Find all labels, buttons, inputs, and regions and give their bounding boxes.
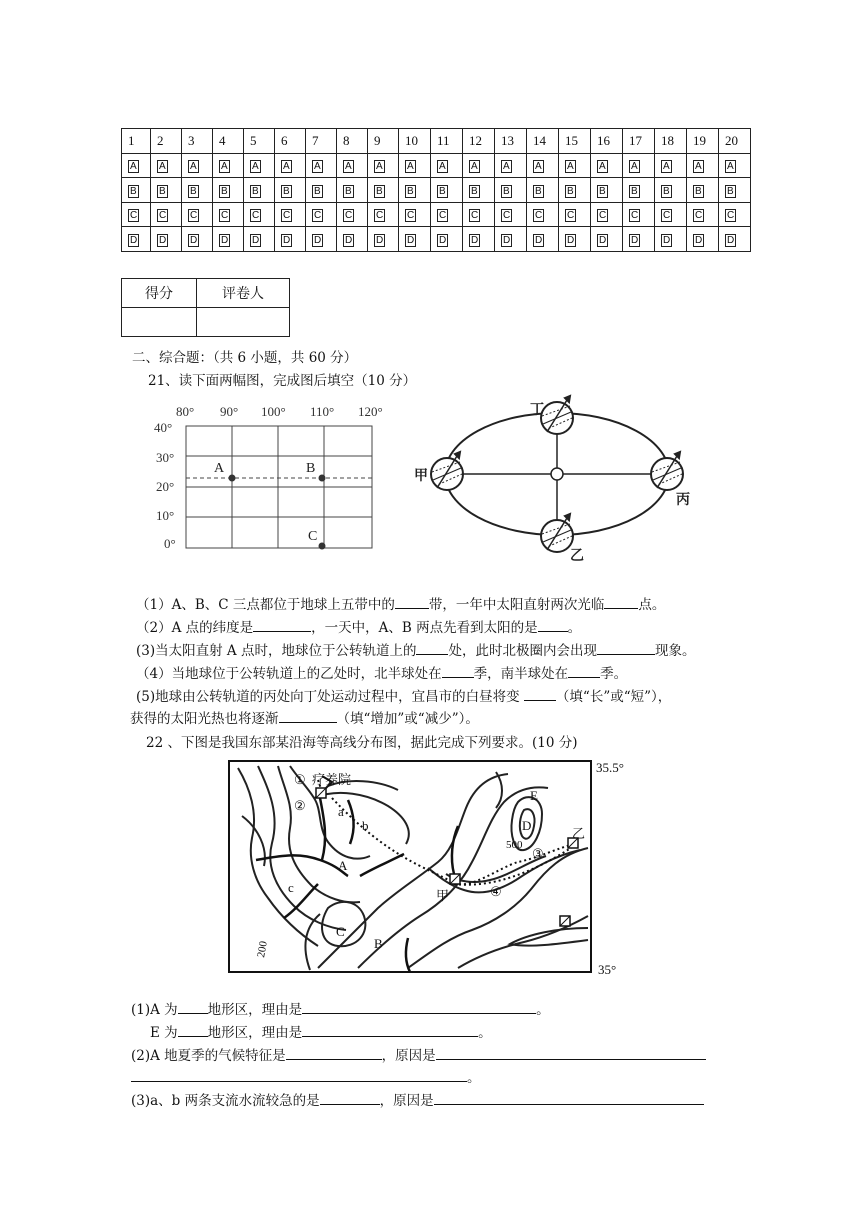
answer-option-cell[interactable]: [463, 153, 495, 178]
q21-line-3: (3)当太阳直射 A 点时，地球位于公转轨道上的 处，此时北极圈内会出现 现象。: [136, 643, 696, 659]
answer-option-box[interactable]: A: [283, 161, 290, 173]
answer-option-box[interactable]: C: [503, 210, 511, 222]
answer-option-box[interactable]: B: [471, 185, 478, 197]
map-label: E: [530, 788, 538, 803]
answer-blank[interactable]: [442, 665, 474, 678]
answer-option-cell[interactable]: [368, 178, 399, 203]
answer-option-box[interactable]: A: [535, 161, 542, 173]
answer-option-cell[interactable]: [244, 178, 275, 203]
answer-option-box[interactable]: D: [439, 234, 447, 246]
answer-option-box[interactable]: A: [190, 161, 197, 173]
answer-option-cell[interactable]: [213, 178, 244, 203]
answer-option-box[interactable]: C: [314, 210, 322, 222]
q22-line-5: (3)a、b 两条支流水流较急的是 ，原因是: [131, 1089, 704, 1109]
answer-option-box[interactable]: A: [407, 161, 414, 173]
answer-option-box[interactable]: B: [727, 185, 734, 197]
answer-option-cell[interactable]: [368, 153, 399, 178]
answer-option-box[interactable]: C: [535, 210, 543, 222]
question-number-cell: 5: [244, 129, 275, 154]
answer-option-cell[interactable]: [275, 227, 306, 252]
answer-option-box[interactable]: A: [252, 161, 259, 173]
answer-option-box[interactable]: C: [221, 210, 229, 222]
q22-line-4: 。: [131, 1066, 481, 1086]
answer-option-cell[interactable]: [591, 202, 623, 227]
answer-blank[interactable]: [320, 1092, 380, 1105]
question-number-cell: 9: [368, 129, 399, 154]
answer-option-box[interactable]: D: [159, 234, 167, 246]
answer-option-box[interactable]: C: [727, 210, 735, 222]
map-label: ②: [294, 798, 306, 813]
answer-option-box[interactable]: D: [631, 234, 639, 246]
answer-option-cell[interactable]: [719, 178, 751, 203]
map-label: C: [336, 924, 345, 939]
answer-option-box[interactable]: D: [314, 234, 322, 246]
answer-option-box[interactable]: A: [471, 161, 478, 173]
lon-label: 100°: [261, 404, 286, 419]
q22-line-3: (2)A 地夏季的气候特征是 ，原因是: [131, 1044, 706, 1064]
answer-option-row: [122, 227, 751, 252]
orbit-label-ding: 丁: [530, 403, 544, 418]
lat-label: 20°: [156, 479, 175, 494]
answer-option-cell[interactable]: [306, 153, 337, 178]
orbit-label-jia: 甲: [414, 469, 428, 484]
orbit-label-yi: 乙: [570, 549, 584, 564]
answer-option-cell[interactable]: [213, 153, 244, 178]
answer-option-row: [122, 178, 751, 203]
answer-option-box[interactable]: C: [345, 210, 353, 222]
answer-blank[interactable]: [279, 710, 337, 723]
answer-option-box[interactable]: A: [345, 161, 352, 173]
answer-option-box[interactable]: C: [631, 210, 639, 222]
answer-option-cell[interactable]: [337, 202, 368, 227]
answer-option-box[interactable]: B: [535, 185, 542, 197]
answer-blank[interactable]: [131, 1069, 467, 1082]
contour-value-label: 200: [255, 940, 270, 959]
answer-option-cell[interactable]: [527, 227, 559, 252]
answer-option-box[interactable]: D: [727, 234, 735, 246]
answer-option-box[interactable]: D: [503, 234, 511, 246]
answer-blank[interactable]: [604, 596, 638, 609]
map-label: B: [374, 936, 383, 951]
answer-blank[interactable]: [253, 619, 311, 632]
point-a: [229, 475, 236, 482]
question-number-cell: 12: [463, 129, 495, 154]
answer-option-box[interactable]: B: [314, 185, 321, 197]
answer-option-box[interactable]: C: [190, 210, 198, 222]
earth-orbit-figure: [412, 394, 702, 564]
answer-option-box[interactable]: A: [503, 161, 510, 173]
answer-option-cell[interactable]: [495, 153, 527, 178]
answer-option-cell[interactable]: [591, 178, 623, 203]
answer-option-box[interactable]: A: [376, 161, 383, 173]
answer-option-cell[interactable]: [559, 178, 591, 203]
answer-blank[interactable]: [538, 619, 568, 632]
answer-option-box[interactable]: C: [599, 210, 607, 222]
lon-label: 80°: [176, 404, 195, 419]
answer-option-row: [122, 202, 751, 227]
lon-label: 120°: [358, 404, 383, 419]
answer-option-box[interactable]: D: [695, 234, 703, 246]
q21-line-4: （4）当地球位于公转轨道上的乙处时，北半球处在 季，南半球处在 季。: [136, 666, 628, 682]
answer-option-box[interactable]: C: [407, 210, 415, 222]
map-label: 乙: [572, 826, 586, 841]
answer-option-box[interactable]: A: [159, 161, 166, 173]
answer-option-cell[interactable]: [655, 153, 687, 178]
answer-option-box[interactable]: C: [439, 210, 447, 222]
answer-option-cell[interactable]: [368, 202, 399, 227]
answer-option-cell[interactable]: [623, 202, 655, 227]
question-number-cell: 15: [559, 129, 591, 154]
answer-blank[interactable]: [178, 1001, 208, 1014]
grader-cell[interactable]: [197, 308, 290, 337]
q22-title: 22 、下图是我国东部某沿海等高线分布图，据此完成下列要求。(10 分): [146, 735, 578, 751]
answer-blank[interactable]: [568, 665, 600, 678]
question-number-cell: 16: [591, 129, 623, 154]
lon-label: 90°: [220, 404, 239, 419]
answer-option-cell[interactable]: [591, 153, 623, 178]
answer-option-cell[interactable]: [495, 178, 527, 203]
answer-option-box[interactable]: D: [345, 234, 353, 246]
answer-option-cell[interactable]: [399, 153, 431, 178]
answer-option-cell[interactable]: [719, 227, 751, 252]
answer-option-box[interactable]: B: [407, 185, 414, 197]
answer-option-box[interactable]: D: [376, 234, 384, 246]
lat-label: 10°: [156, 508, 175, 523]
answer-option-cell[interactable]: [527, 153, 559, 178]
question-number-cell: 11: [431, 129, 463, 154]
answer-option-cell[interactable]: [687, 227, 719, 252]
answer-option-row: [122, 153, 751, 178]
lat-lon-grid-figure: [150, 402, 400, 554]
map-label: c: [288, 880, 294, 895]
answer-option-box[interactable]: D: [535, 234, 543, 246]
point-b: [319, 475, 326, 482]
answer-option-cell[interactable]: [399, 202, 431, 227]
answer-option-box[interactable]: A: [663, 161, 670, 173]
answer-option-box[interactable]: B: [221, 185, 228, 197]
answer-option-box[interactable]: A: [727, 161, 734, 173]
answer-option-cell[interactable]: [182, 178, 213, 203]
orbit-label-bing: 丙: [676, 493, 690, 508]
answer-option-box[interactable]: D: [252, 234, 260, 246]
answer-option-box[interactable]: B: [252, 185, 259, 197]
lat-top-label: 35.5°: [596, 760, 624, 775]
question-number-cell: 8: [337, 129, 368, 154]
answer-option-box[interactable]: B: [631, 185, 638, 197]
answer-option-cell[interactable]: [399, 178, 431, 203]
answer-option-cell[interactable]: [337, 153, 368, 178]
question-number-row: [122, 129, 751, 154]
answer-blank[interactable]: [416, 642, 448, 655]
answer-option-box[interactable]: C: [130, 210, 138, 222]
question-number-cell: 7: [306, 129, 337, 154]
answer-option-box[interactable]: A: [599, 161, 606, 173]
question-number-cell: 13: [495, 129, 527, 154]
question-number-cell: 18: [655, 129, 687, 154]
answer-option-cell[interactable]: [122, 202, 151, 227]
question-number-cell: 17: [623, 129, 655, 154]
map-label: D: [522, 818, 532, 833]
answer-option-box[interactable]: A: [130, 161, 137, 173]
answer-blank[interactable]: [302, 1001, 536, 1014]
answer-option-box[interactable]: C: [376, 210, 384, 222]
answer-option-cell[interactable]: [687, 153, 719, 178]
answer-option-box[interactable]: C: [471, 210, 479, 222]
map-label: A: [338, 858, 348, 873]
answer-option-box[interactable]: B: [376, 185, 383, 197]
answer-option-cell[interactable]: [687, 202, 719, 227]
answer-option-box[interactable]: B: [130, 185, 137, 197]
point-a-label: A: [214, 461, 225, 476]
answer-option-cell[interactable]: [213, 202, 244, 227]
q21-line-5: (5)地球由公转轨道的丙处向丁处运动过程中，宜昌市的白昼将变 （填“长”或“短”），: [136, 689, 672, 705]
question-number-cell: 6: [275, 129, 306, 154]
grader-header: 评卷人: [197, 279, 290, 308]
answer-option-cell[interactable]: [151, 227, 182, 252]
lat-bottom-label: 35°: [598, 962, 617, 977]
q21-title: 21、读下面两幅图，完成图后填空（10 分）: [148, 373, 417, 389]
answer-option-box[interactable]: B: [695, 185, 702, 197]
answer-option-box[interactable]: D: [663, 234, 671, 246]
answer-option-box[interactable]: B: [345, 185, 352, 197]
q22-line-1: (1)A 为 地形区，理由是 。: [131, 1002, 550, 1018]
q21-line-6: 获得的太阳光热也将逐渐 （填“增加”或“减少”）。: [130, 711, 479, 727]
answer-option-cell[interactable]: [182, 153, 213, 178]
answer-option-box[interactable]: B: [159, 185, 166, 197]
score-cell[interactable]: [122, 308, 197, 337]
contour-map-figure: [228, 758, 646, 980]
answer-option-box[interactable]: D: [283, 234, 291, 246]
q21-line-2: （2）A 点的纬度是 ，一天中，A、B 两点先看到太阳的是 。: [136, 620, 582, 636]
answer-option-cell[interactable]: [495, 227, 527, 252]
answer-option-cell[interactable]: [591, 227, 623, 252]
answer-option-box[interactable]: D: [407, 234, 415, 246]
answer-option-box[interactable]: C: [159, 210, 167, 222]
score-header: 得分: [122, 279, 197, 308]
answer-option-cell[interactable]: [122, 227, 151, 252]
answer-option-cell[interactable]: [495, 202, 527, 227]
question-number-cell: 14: [527, 129, 559, 154]
q21-line-1: （1）A、B、C 三点都位于地球上五带中的 带，一年中太阳直射两次光临 点。: [136, 597, 666, 613]
answer-blank[interactable]: [286, 1047, 382, 1060]
answer-grid: [121, 128, 751, 252]
answer-blank[interactable]: [597, 642, 655, 655]
map-label: ④: [490, 884, 502, 899]
answer-option-cell[interactable]: [655, 227, 687, 252]
score-table: [121, 278, 290, 337]
answer-option-cell[interactable]: [337, 227, 368, 252]
answer-option-cell[interactable]: [122, 178, 151, 203]
answer-option-box[interactable]: D: [599, 234, 607, 246]
lat-label: 0°: [164, 536, 176, 551]
answer-option-cell[interactable]: [244, 227, 275, 252]
point-b-label: B: [306, 461, 316, 476]
answer-option-box[interactable]: A: [695, 161, 702, 173]
answer-option-box[interactable]: B: [503, 185, 510, 197]
answer-option-cell[interactable]: [655, 202, 687, 227]
answer-option-box[interactable]: C: [252, 210, 260, 222]
answer-option-box[interactable]: B: [283, 185, 290, 197]
grid-lines: [186, 426, 372, 548]
map-label: a: [338, 804, 344, 819]
answer-blank[interactable]: [434, 1092, 704, 1105]
map-label: ③: [532, 846, 544, 861]
answer-option-cell[interactable]: [306, 178, 337, 203]
answer-option-cell[interactable]: [399, 227, 431, 252]
answer-option-cell[interactable]: [719, 202, 751, 227]
question-number-cell: 1: [122, 129, 151, 154]
answer-option-cell[interactable]: [151, 178, 182, 203]
answer-option-box[interactable]: A: [631, 161, 638, 173]
answer-option-box[interactable]: A: [439, 161, 446, 173]
answer-option-box[interactable]: D: [130, 234, 138, 246]
lat-label: 40°: [154, 420, 173, 435]
lat-label: 30°: [156, 450, 175, 465]
answer-option-box[interactable]: C: [695, 210, 703, 222]
answer-option-cell[interactable]: [463, 227, 495, 252]
answer-blank[interactable]: [178, 1024, 208, 1037]
answer-option-cell[interactable]: [182, 202, 213, 227]
section-heading: 二、综合题：（共 6 小题，共 60 分）: [132, 350, 358, 366]
answer-option-cell[interactable]: [337, 178, 368, 203]
point-c: [319, 543, 326, 550]
answer-option-cell[interactable]: [306, 227, 337, 252]
q22-line-2: E 为 地形区，理由是 。: [150, 1025, 492, 1041]
question-number-cell: 2: [151, 129, 182, 154]
answer-option-box[interactable]: A: [567, 161, 574, 173]
answer-option-box[interactable]: B: [439, 185, 446, 197]
answer-option-cell[interactable]: [244, 153, 275, 178]
answer-option-box[interactable]: A: [314, 161, 321, 173]
lon-label: 110°: [310, 404, 335, 419]
answer-option-box[interactable]: B: [190, 185, 197, 197]
answer-option-cell[interactable]: [182, 227, 213, 252]
answer-option-cell[interactable]: [559, 202, 591, 227]
map-label: 疗养院: [312, 772, 352, 787]
answer-option-box[interactable]: D: [567, 234, 575, 246]
answer-option-cell[interactable]: [623, 178, 655, 203]
answer-blank[interactable]: [436, 1047, 706, 1060]
answer-option-cell[interactable]: [559, 227, 591, 252]
contour-value-label: 500: [506, 839, 523, 851]
answer-option-cell[interactable]: [213, 227, 244, 252]
answer-option-cell[interactable]: [527, 202, 559, 227]
answer-option-box[interactable]: C: [283, 210, 291, 222]
question-number-cell: 20: [719, 129, 751, 154]
question-number-cell: 3: [182, 129, 213, 154]
answer-option-box[interactable]: D: [190, 234, 198, 246]
answer-option-box[interactable]: B: [663, 185, 670, 197]
answer-option-cell[interactable]: [719, 153, 751, 178]
answer-option-box[interactable]: D: [471, 234, 479, 246]
answer-option-cell[interactable]: [244, 202, 275, 227]
question-number-cell: 4: [213, 129, 244, 154]
answer-option-box[interactable]: C: [567, 210, 575, 222]
answer-blank[interactable]: [302, 1024, 478, 1037]
answer-option-cell[interactable]: [431, 153, 463, 178]
answer-option-cell[interactable]: [463, 178, 495, 203]
answer-option-cell[interactable]: [275, 178, 306, 203]
answer-option-box[interactable]: B: [599, 185, 606, 197]
answer-option-cell[interactable]: [527, 178, 559, 203]
map-label: b: [362, 818, 369, 833]
point-c-label: C: [308, 529, 318, 544]
answer-blank[interactable]: [524, 688, 556, 701]
answer-option-cell[interactable]: [623, 153, 655, 178]
answer-option-cell[interactable]: [275, 202, 306, 227]
answer-option-cell[interactable]: [687, 178, 719, 203]
question-number-cell: 19: [687, 129, 719, 154]
map-label: 甲: [436, 888, 450, 903]
answer-option-box[interactable]: B: [567, 185, 574, 197]
answer-option-cell[interactable]: [655, 178, 687, 203]
answer-option-cell[interactable]: [463, 202, 495, 227]
answer-option-cell[interactable]: [431, 202, 463, 227]
answer-option-cell[interactable]: [559, 153, 591, 178]
answer-option-box[interactable]: C: [663, 210, 671, 222]
answer-option-cell[interactable]: [275, 153, 306, 178]
answer-option-cell[interactable]: [431, 178, 463, 203]
question-number-cell: 10: [399, 129, 431, 154]
map-label: ①: [294, 772, 306, 787]
answer-option-box[interactable]: A: [221, 161, 228, 173]
answer-blank[interactable]: [395, 596, 429, 609]
answer-option-cell[interactable]: [151, 202, 182, 227]
answer-option-cell[interactable]: [151, 153, 182, 178]
answer-option-cell[interactable]: [623, 227, 655, 252]
answer-option-cell[interactable]: [122, 153, 151, 178]
answer-option-cell[interactable]: [306, 202, 337, 227]
answer-option-cell[interactable]: [431, 227, 463, 252]
answer-option-box[interactable]: D: [221, 234, 229, 246]
answer-option-cell[interactable]: [368, 227, 399, 252]
